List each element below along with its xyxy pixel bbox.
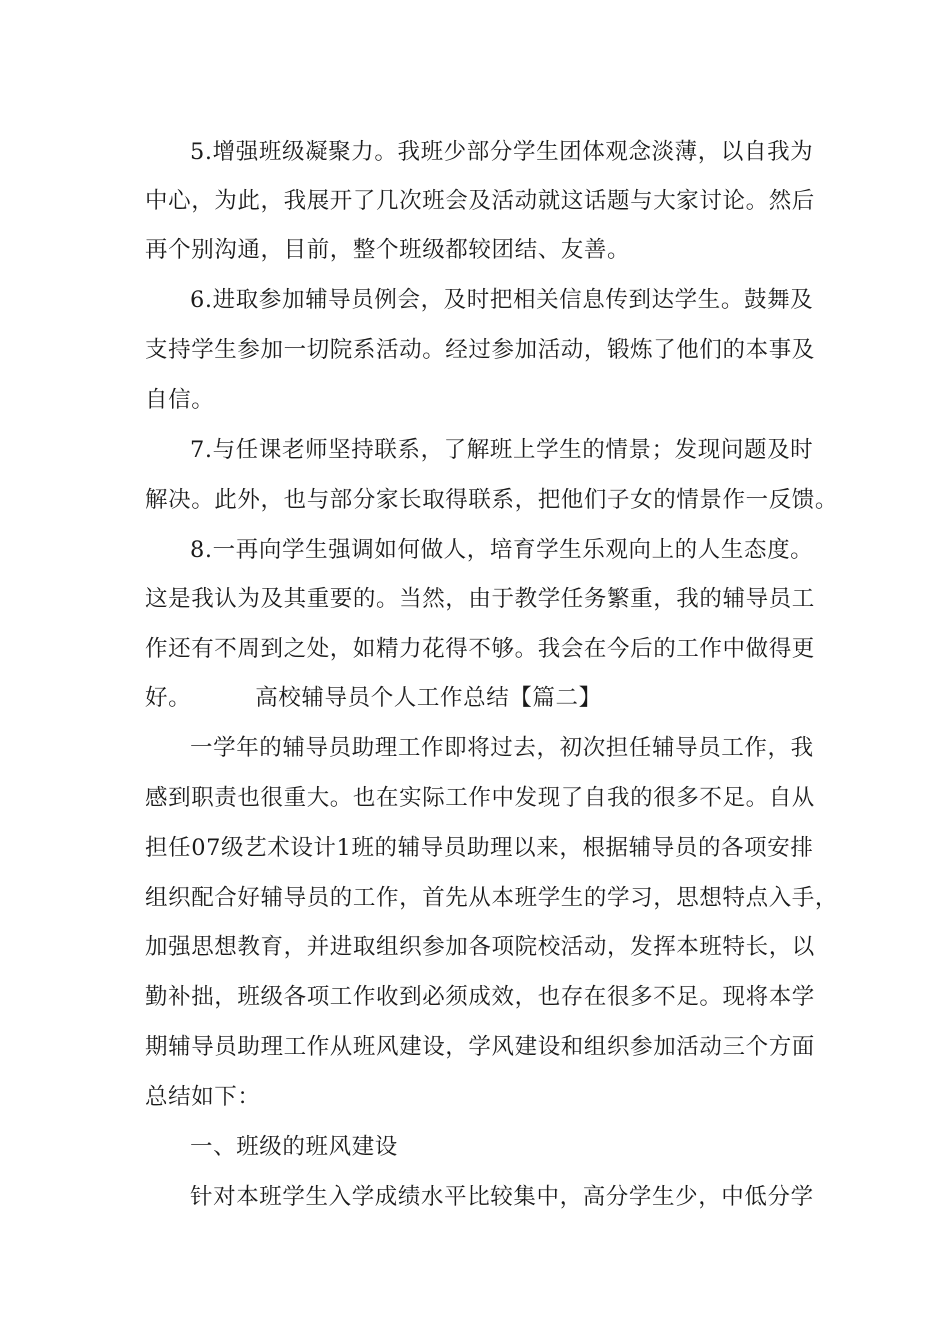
text-line: 自信。	[145, 387, 215, 413]
text-line: 中心，为此，我展开了几次班会及活动就这话题与大家讨论。然后	[145, 188, 815, 214]
text-line: 勤补拙，班级各项工作收到必须成效，也存在很多不足。现将本学	[145, 984, 815, 1010]
text-line: 这是我认为及其重要的。当然，由于教学任务繁重，我的辅导员工	[145, 586, 815, 612]
text-line: 5.增强班级凝聚力。我班少部分学生团体观念淡薄，以自我为	[190, 139, 814, 165]
text-fragment: 好。	[145, 685, 192, 711]
text-line: 8.一再向学生强调如何做人，培育学生乐观向上的人生态度。	[190, 537, 814, 563]
text-line: 7.与任课老师坚持联系，了解班上学生的情景；发现问题及时	[190, 437, 814, 463]
text-line: 期辅导员助理工作从班风建设，学风建设和组织参加活动三个方面	[145, 1034, 815, 1060]
section-heading: 高校辅导员个人工作总结【篇二】	[255, 685, 602, 711]
text-line: 担任07级艺术设计1班的辅导员助理以来，根据辅导员的各项安排	[145, 835, 814, 861]
text-line: 一学年的辅导员助理工作即将过去，初次担任辅导员工作，我	[190, 735, 814, 761]
text-line: 加强思想教育，并进取组织参加各项院校活动，发挥本班特长，以	[145, 934, 815, 960]
text-line: 再个别沟通，目前，整个班级都较团结、友善。	[145, 237, 631, 263]
text-line: 6.进取参加辅导员例会，及时把相关信息传到达学生。鼓舞及	[190, 287, 814, 313]
text-line: 组织配合好辅导员的工作，首先从本班学生的学习，思想特点入手，	[145, 885, 839, 911]
section-heading: 一、班级的班风建设	[190, 1134, 398, 1160]
text-line: 总结如下：	[145, 1084, 261, 1110]
text-line: 感到职责也很重大。也在实际工作中发现了自我的很多不足。自从	[145, 785, 815, 811]
text-line: 针对本班学生入学成绩水平比较集中，高分学生少，中低分学	[190, 1184, 814, 1210]
text-line: 作还有不周到之处，如精力花得不够。我会在今后的工作中做得更	[145, 636, 815, 662]
text-line: 解决。此外，也与部分家长取得联系，把他们子女的情景作一反馈。	[145, 487, 839, 513]
text-line-with-heading	[145, 682, 602, 714]
text-line: 支持学生参加一切院系活动。经过参加活动，锻炼了他们的本事及	[145, 337, 815, 363]
